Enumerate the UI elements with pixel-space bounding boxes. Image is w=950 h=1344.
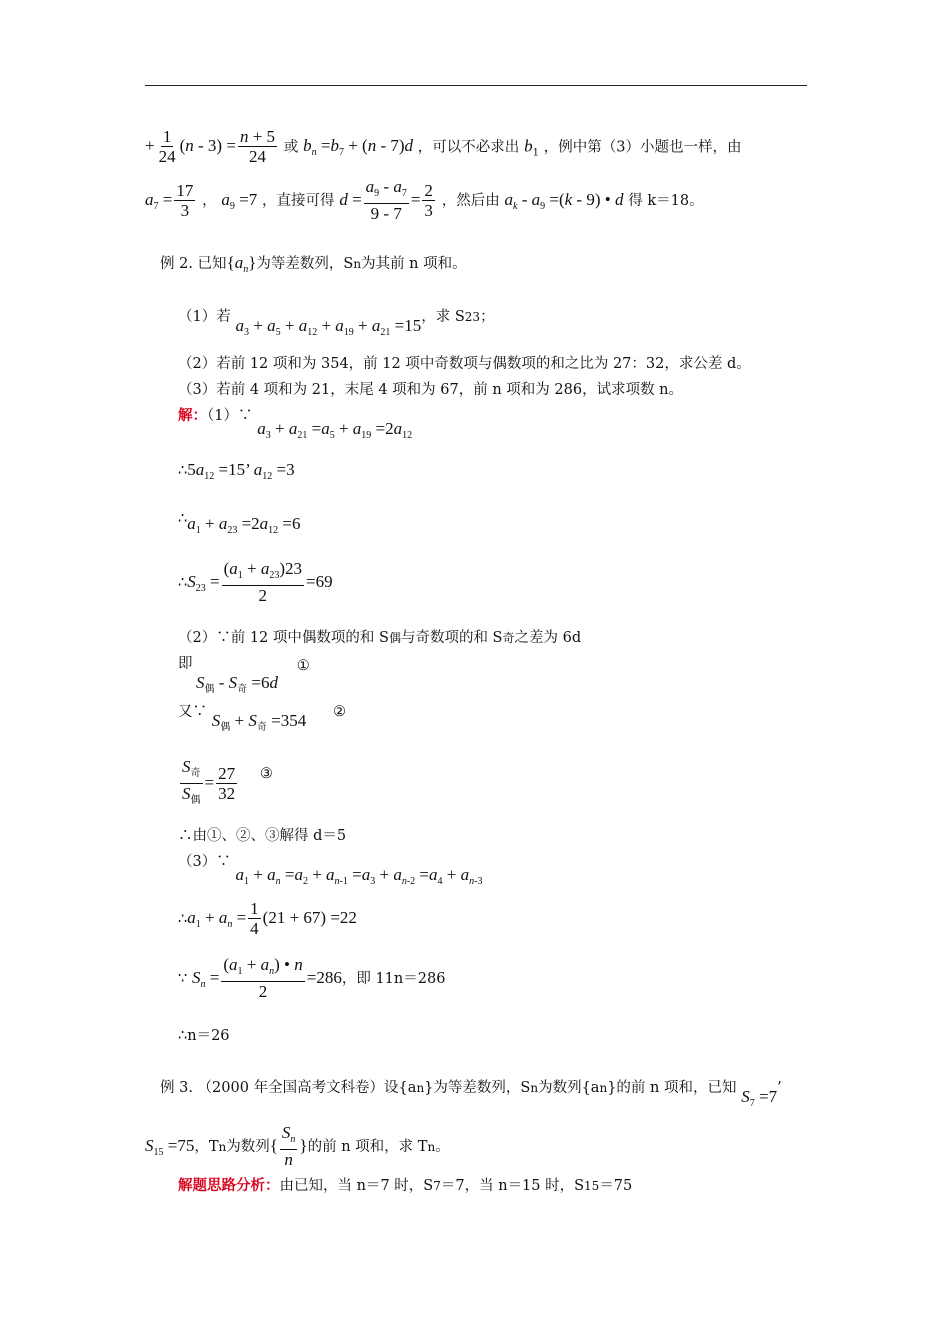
step-5: ∵ $S_n$ = $\frac{(a_1 + a_n) • n}{2}$ =286，即 11n＝286 (178, 955, 446, 1001)
equation-2: 又∵ $S_偶 + S_奇 =354$ ② (178, 704, 346, 733)
formula-line-2: $a_7$ = $\frac{17}{3}$ ， $a_9 =7$ ，直接可得 d = $\frac{a_9 - a_7}{9 - 7}$ = $\frac{2}{3}$ ，然后由 $a_k - a_9 =(k - 9)$ • d 得 k＝18。 (145, 177, 704, 223)
step-3: $\therefore S_{23}$ = $\frac{(a_1 + a_{23})23}{2}$ =69 (178, 559, 333, 605)
example-2-title: 例 2. 已知$\{a_n\}$为等差数列，Sn为其前 n 项和。 (160, 253, 467, 275)
solve-d: ∴由①、②、③解得 d＝5 (178, 828, 347, 844)
analysis: 解题思路分析：由已知，当 n＝7 时，S7＝7，当 n＝15 时，S15＝75 (178, 1177, 633, 1194)
step-2: $\therefore a_1 + a_{23} =2a_{12} =6$ (178, 511, 301, 536)
question-1: （1）若 $a_3 + a_5 + a_{12} + a_{19} + a_{21} =15$，求 S23； (178, 309, 495, 338)
header-rule (145, 85, 807, 86)
equation-1: 即 $S_偶 - S_奇 =6d$ ① (178, 656, 310, 695)
example-3-line-2: $S_{15} =75$，Tn为数列{ $\frac{S_n}{n}$ }的前 n 项和，求 Tn。 (145, 1123, 450, 1169)
example-3-title: 例 3. （2000 年全国高考文科卷）设{an}为等差数列，Sn为数列{an}的前 n 项和，已知 $S_7 =7$’ (160, 1080, 782, 1109)
solution-2: （2）∵前 12 项中偶数项的和 S偶与奇数项的和 S奇之差为 6d (178, 630, 582, 646)
solution-1: 解：（1）∵ $a_3 + a_{21} =a_5 + a_{19} =2a_{12}$ (178, 407, 413, 441)
question-2: （2）若前 12 项和为 354，前 12 项中奇数项与偶数项的和之比为 27：32，求公差 d。 (178, 356, 751, 372)
solution-3: （3）∵ $a_1 + a_n =a_2 + a_{n-1} =a_3 + a_{n-2} =a_4 + a_{n-3}$ (178, 854, 483, 887)
equation-3: $\frac{S_奇}{S_偶}$ = $\frac{27}{32}$ ③ (182, 757, 273, 806)
step-4: $\therefore a_1 + a_n$ = $\frac{1}{4}$ (21 + 67) =22 (178, 899, 357, 938)
step-6: ∴n＝26 (178, 1028, 230, 1044)
question-3: （3）若前 4 项和为 21，末尾 4 项和为 67，前 n 项和为 286，试求项数 n。 (178, 382, 684, 398)
formula-line-1: + $\frac{1}{24}$ (n - 3) = $\frac{n + 5}{24}$ 或 $b_n =b_7 + (n - 7)d$ ，可以不必求出 $b_1$ ，例中第（3）小题也一样，由 (145, 127, 742, 166)
step-1: $\therefore 5a_{12} =15$’ $a_{12} =3$ (178, 460, 295, 482)
